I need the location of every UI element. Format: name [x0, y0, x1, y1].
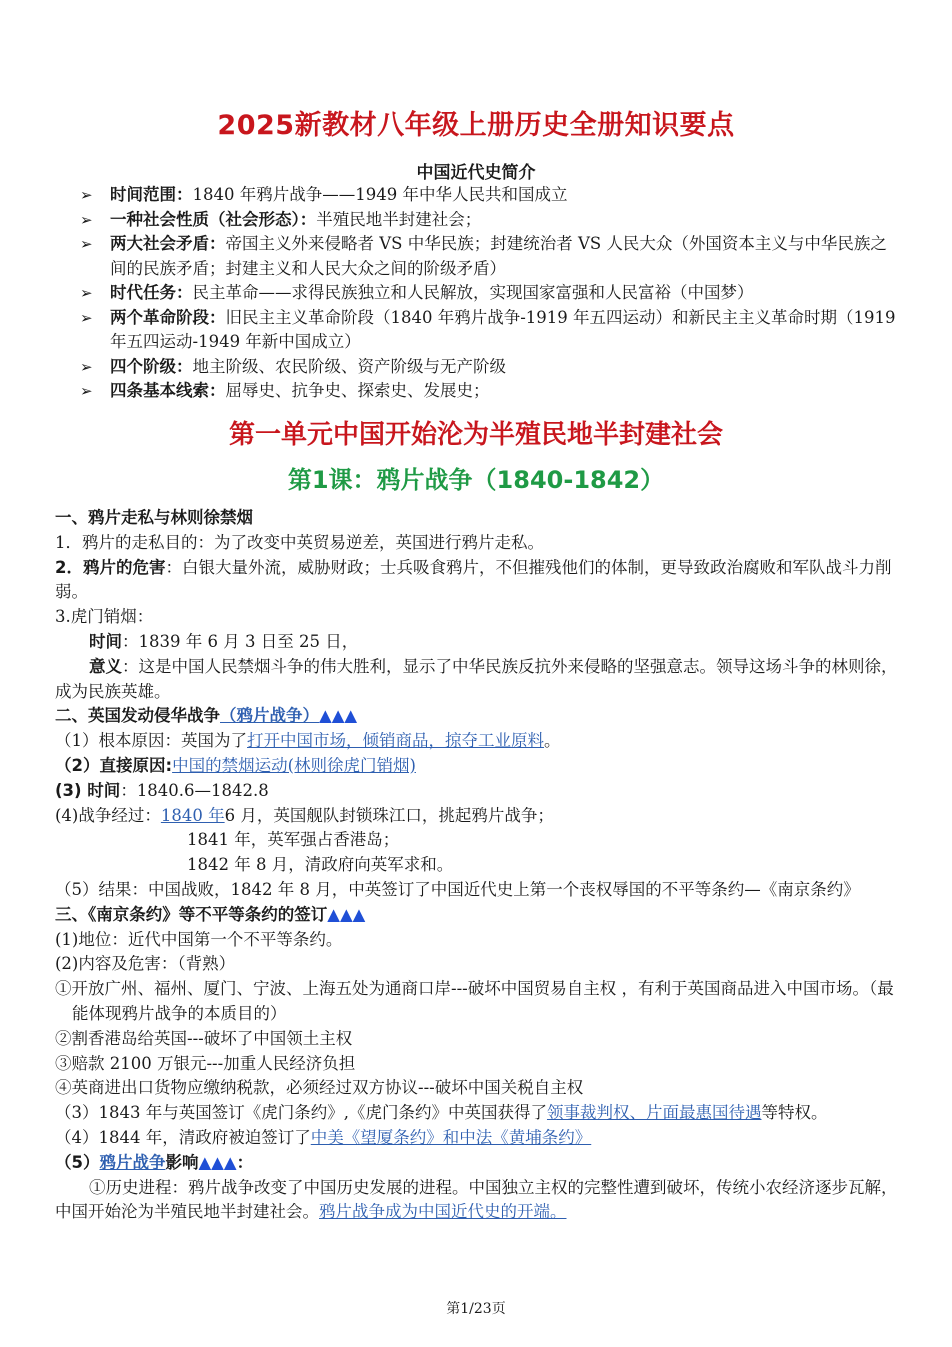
bullet-text: 旧民主主义革命阶段（1840 年鸦片战争-1919 年五四运动）和新民主主义革命时期（1919 年五四运动-1949 年新中国成立）	[110, 307, 896, 351]
intro-bullet	[80, 306, 900, 355]
paragraph	[55, 1151, 900, 1176]
paragraph	[55, 556, 900, 606]
paragraph: (2)内容及危害：（背熟）	[55, 954, 236, 974]
underlined-link[interactable]: 打开中国市场，倾销商品，掠夺工业原料	[247, 731, 544, 751]
inline-text: 。	[544, 731, 561, 751]
bullet-label: 时间范围：	[110, 185, 193, 204]
unit-title: 第一单元中国开始沦为半殖民地半封建社会	[228, 420, 723, 450]
inline-text: 等特权。	[761, 1103, 828, 1123]
paragraph	[55, 655, 900, 705]
bullet-label: 四条基本线索：	[110, 381, 226, 400]
underlined-link[interactable]: 中国的禁烟运动(林则徐虎门销烟)	[172, 755, 416, 775]
treaty-clause: ①开放广州、福州、厦门、宁波、上海五处为通商口岸---破坏中国贸易自主权 ，有利于英国商品进入中国市场。（最能体现鸦片战争的本质目的）	[55, 979, 894, 1023]
bullet-label: 四个阶级：	[110, 356, 193, 376]
paragraph	[55, 754, 900, 779]
bullet-label: 两大社会矛盾：	[110, 234, 226, 253]
paragraph	[55, 729, 900, 754]
inline-text: （5）	[55, 1152, 100, 1172]
inline-text: ：	[236, 1152, 254, 1172]
paragraph: 1．鸦片的走私目的：为了改变中英贸易逆差，英国进行鸦片走私。	[55, 532, 544, 552]
arrow-bullet-icon: ➢	[80, 235, 93, 253]
treaty-clause: ④英商进出口货物应缴纳税款，必须经过双方协议---破坏中国关税自主权	[55, 1078, 584, 1098]
treaty-clause: ③赔款 2100 万银元---加重人民经济负担	[55, 1053, 356, 1073]
inline-label: 2．鸦片的危害	[55, 557, 166, 577]
paragraph	[55, 1126, 900, 1151]
importance-triangles-icon: ▲▲▲	[327, 904, 366, 924]
inline-text: 6 月，英国舰队封锁珠江口，挑起鸦片战争；	[224, 805, 554, 825]
bullet-text: 地主阶级、农民阶级、资产阶级与无产阶级	[192, 356, 506, 376]
heading-text: 二、英国发动侵华战争	[55, 706, 220, 726]
intro-bullet	[80, 232, 900, 281]
lesson-body	[55, 506, 900, 1225]
paragraph	[55, 779, 900, 804]
heading-text: 三、《南京条约》等不平等条约的签订	[55, 904, 328, 924]
paragraph: (1)地位：近代中国第一个不平等条约。	[55, 929, 343, 949]
heading-link[interactable]: （鸦片战争）	[220, 706, 319, 726]
paragraph: 1842 年 8 月，清政府向英军求和。	[187, 855, 454, 875]
underlined-link[interactable]: 领事裁判权、片面最惠国待遇	[546, 1103, 762, 1123]
underlined-link[interactable]: 鸦片战争成为中国近代史的开端。	[319, 1202, 567, 1222]
arrow-bullet-icon: ➢	[80, 308, 93, 327]
inline-text: ：白银大量外流，威胁财政；士兵吸食鸦片，不但摧残他们的体制，更导致政治腐败和军队战斗力削弱。	[55, 557, 892, 602]
paragraph	[55, 804, 900, 829]
lesson-title: 第1课：鸦片战争（1840-1842）	[287, 466, 665, 494]
bullet-label: 两个革命阶段：	[110, 307, 226, 327]
bullet-text: 半殖民地半封建社会；	[316, 209, 482, 229]
paragraph: （5）结果：中国战败，1842 年 8 月，中英签订了中国近代史上第一个丧权辱国的不平等条约—《南京条约》	[55, 879, 860, 899]
intro-bullet-list	[80, 183, 900, 404]
section-heading	[55, 903, 900, 928]
intro-bullet	[80, 379, 900, 404]
page-number: 第1/23页	[446, 1301, 506, 1317]
inline-text: ：这是中国人民禁烟斗争的伟大胜利，显示了中华民族反抗外来侵略的坚强意志。领导这场斗争的林则徐，成为民族英雄。	[55, 656, 898, 701]
inline-text: (4)战争经过：	[55, 805, 161, 825]
arrow-bullet-icon: ➢	[80, 357, 93, 376]
bullet-label: 一种社会性质（社会形态）：	[110, 209, 317, 229]
treaty-clause: ②割香港岛给英国---破坏了中国领土主权	[55, 1028, 353, 1048]
bullet-text: 帝国主义外来侵略者 VS 中华民族；封建统治者 VS 人民大众（外国资本主义与中华民族之间的民族矛盾；封建主义和人民大众之间的阶级矛盾）	[110, 234, 887, 278]
underlined-link[interactable]: 鸦片战争	[99, 1152, 166, 1172]
inline-text: ：1840.6—1842.8	[120, 780, 269, 800]
paragraph: 3.虎门销烟：	[55, 607, 154, 627]
arrow-bullet-icon: ➢	[80, 284, 93, 302]
arrow-bullet-icon: ➢	[80, 210, 93, 229]
bullet-label: 时代任务：	[110, 283, 193, 302]
intro-bullet	[80, 281, 900, 306]
paragraph	[55, 1101, 900, 1126]
inline-label: 时间	[89, 631, 122, 651]
paragraph	[55, 1176, 900, 1226]
intro-bullet	[80, 208, 900, 233]
underlined-link[interactable]: 1840 年	[160, 805, 225, 825]
inline-text: （4）1844 年，清政府被迫签订了	[55, 1127, 311, 1147]
inline-text: （3）1843 年与英国签订《虎门条约》,《虎门条约》中英国获得了	[55, 1103, 547, 1123]
inline-text: （1）根本原因：英国为了	[55, 731, 247, 751]
inline-label: （2）直接原因:	[55, 755, 173, 775]
arrow-bullet-icon: ➢	[80, 382, 93, 400]
intro-heading: 中国近代史简介	[416, 163, 536, 183]
arrow-bullet-icon: ➢	[80, 186, 93, 204]
inline-text: ：1839 年 6 月 3 日至 25 日，	[122, 631, 359, 651]
intro-bullet	[80, 355, 900, 380]
bullet-text: 民主革命——求得民族独立和人民解放，实现国家富强和人民富裕（中国梦）	[192, 283, 754, 302]
bullet-text: 1840 年鸦片战争——1949 年中华人民共和国成立	[192, 185, 568, 204]
inline-label: (3) 时间	[55, 780, 121, 800]
paragraph: 1841 年，英军强占香港岛；	[187, 830, 400, 850]
intro-bullet	[80, 183, 900, 208]
inline-text: ①历史进程：鸦片战争改变了中国历史发展的进程。中国独立主权的完整性遭到破坏，传统小农经济逐步瓦解，中国开始沦为半殖民地半封建社会。	[55, 1177, 898, 1222]
inline-label: 意义	[89, 656, 122, 676]
underlined-link[interactable]: 中美《望厦条约》和中法《黄埔条约》	[310, 1127, 592, 1147]
document-title: 2025新教材八年级上册历史全册知识要点	[217, 110, 735, 141]
section-heading	[55, 704, 900, 729]
section-heading: 一、鸦片走私与林则徐禁烟	[55, 508, 253, 527]
paragraph	[55, 630, 900, 655]
importance-triangles-icon: ▲▲▲	[319, 706, 358, 726]
importance-triangles-icon: ▲▲▲	[198, 1152, 237, 1172]
inline-text: 影响	[165, 1152, 199, 1172]
bullet-text: 屈辱史、抗争史、探索史、发展史；	[225, 381, 490, 400]
